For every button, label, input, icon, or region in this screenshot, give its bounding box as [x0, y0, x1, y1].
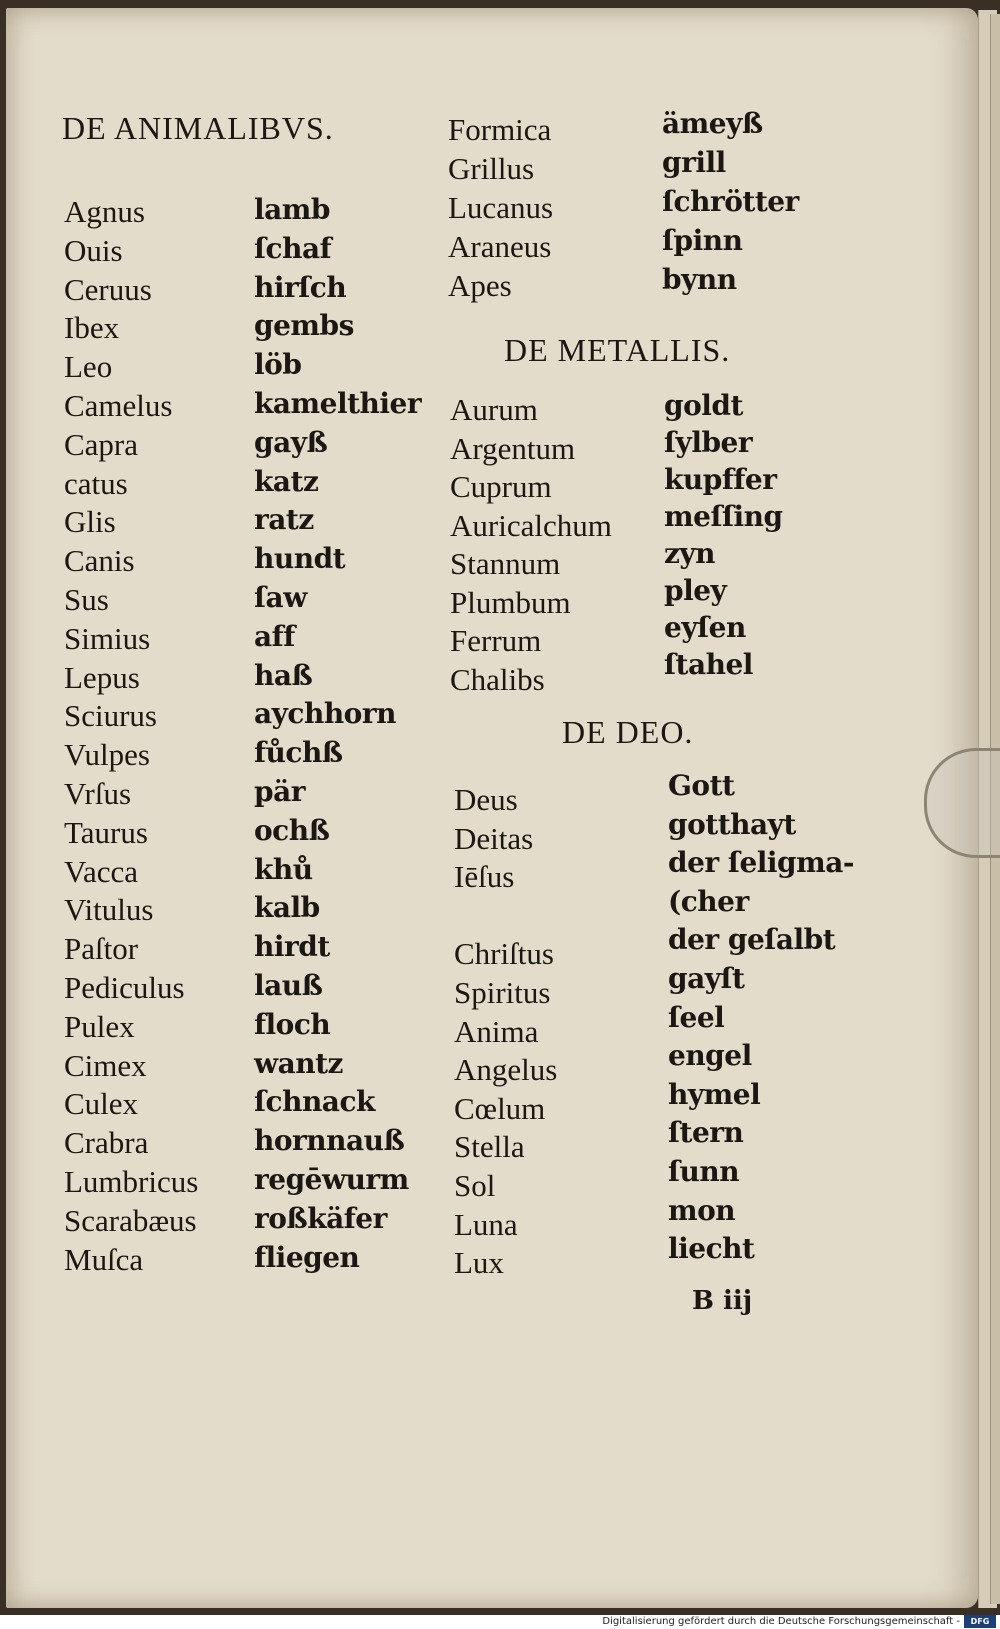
animal-latin-11: Simius: [64, 620, 151, 656]
animal-german-1: ſchaf: [254, 231, 332, 265]
animal-latin-2: Ceruus: [64, 271, 152, 307]
animal-latin-12: Lepus: [64, 659, 140, 695]
deo-german-6: ſeel: [668, 1000, 725, 1034]
animal-german-26: roßkäfer: [254, 1201, 387, 1235]
animal-german-16: ochß: [254, 813, 330, 847]
animal-german-18: kalb: [254, 891, 320, 925]
deo-german-2: der ſeligma-: [668, 846, 854, 880]
deo-latin-1: Deitas: [454, 820, 534, 856]
deo-german-4: der geſalbt: [668, 923, 836, 957]
signature-mark: B iij: [692, 1286, 753, 1316]
animal-latin-13: Sciurus: [64, 698, 157, 734]
animal-latin-6: Capra: [64, 426, 139, 462]
animal-german-21: floch: [254, 1007, 331, 1041]
metal-latin-6: Ferrum: [450, 623, 542, 658]
metal-german-4: zyn: [664, 537, 716, 570]
metal-german-0: goldt: [664, 389, 743, 422]
animal-german-0: lamb: [254, 193, 330, 226]
animal-latin-7: catus: [64, 465, 128, 501]
insect-latin-3: Araneus: [448, 229, 552, 264]
deo-latin-11: Luna: [454, 1206, 518, 1242]
deo-german-9: ſtern: [668, 1116, 744, 1150]
animal-latin-9: Canis: [64, 543, 135, 579]
insect-german-3: ſpinn: [662, 224, 743, 257]
heading-deo: DE DEO.: [562, 714, 694, 750]
animal-german-4: löb: [254, 348, 302, 382]
deo-german-7: engel: [668, 1039, 752, 1073]
dfg-logo: DFG: [964, 1615, 996, 1628]
deo-latin-0: Deus: [454, 782, 518, 817]
insect-latin-2: Lucanus: [448, 190, 554, 225]
metal-latin-2: Cuprum: [450, 469, 552, 504]
animal-german-5: kamelthier: [254, 387, 422, 420]
animal-latin-22: Cimex: [64, 1047, 147, 1083]
animal-latin-15: Vrſus: [64, 776, 132, 811]
animal-german-19: hirdt: [254, 930, 330, 964]
animal-latin-21: Pulex: [64, 1008, 135, 1044]
animal-latin-0: Agnus: [64, 194, 145, 229]
animal-german-25: regēwurm: [254, 1163, 409, 1196]
deo-german-0: Gott: [668, 769, 735, 802]
metal-german-7: ſtahel: [664, 648, 753, 681]
metal-latin-7: Chalibs: [450, 661, 545, 697]
deo-german-10: ſunn: [668, 1155, 740, 1188]
animal-german-6: gayß: [254, 425, 328, 459]
animal-latin-18: Vitulus: [64, 892, 154, 928]
deo-latin-5: Spiritus: [454, 975, 551, 1010]
deo-latin-9: Stella: [454, 1129, 525, 1165]
animal-german-12: haß: [254, 658, 313, 692]
animal-latin-5: Camelus: [64, 388, 173, 423]
deo-german-12: liecht: [668, 1232, 755, 1266]
animal-german-17: khů: [254, 852, 313, 886]
animal-latin-20: Pediculus: [64, 970, 185, 1005]
animal-latin-19: Paſtor: [64, 931, 139, 967]
animal-german-20: lauß: [254, 969, 323, 1002]
deo-german-3: (cher: [668, 884, 749, 918]
animal-latin-16: Taurus: [64, 814, 148, 850]
deo-german-8: hymel: [668, 1077, 761, 1111]
animal-german-23: ſchnack: [254, 1085, 375, 1119]
animal-german-10: ſaw: [254, 581, 307, 614]
insect-latin-0: Formica: [448, 112, 552, 147]
animal-latin-8: Glis: [64, 504, 116, 540]
metal-german-6: eyſen: [664, 611, 746, 644]
animal-german-7: katz: [254, 464, 319, 498]
animal-latin-25: Lumbricus: [64, 1164, 199, 1199]
metal-latin-1: Argentum: [450, 430, 576, 466]
animal-latin-24: Crabra: [64, 1125, 149, 1161]
insect-latin-4: Apes: [448, 268, 512, 303]
animal-german-9: hundt: [254, 542, 346, 576]
animal-german-22: wantz: [254, 1046, 343, 1080]
metal-latin-4: Stannum: [450, 546, 561, 581]
animal-german-27: fliegen: [254, 1240, 360, 1274]
deo-latin-6: Anima: [454, 1013, 539, 1049]
animal-latin-3: Ibex: [64, 310, 120, 346]
animal-latin-10: Sus: [64, 582, 109, 617]
animal-latin-17: Vacca: [64, 853, 138, 889]
animal-latin-27: Muſca: [64, 1241, 144, 1277]
metal-german-3: meſſing: [664, 500, 783, 533]
animal-latin-23: Culex: [64, 1086, 139, 1122]
animal-latin-4: Leo: [64, 349, 113, 385]
metal-latin-0: Aurum: [450, 392, 538, 427]
deo-latin-4: Chriſtus: [454, 936, 554, 972]
deo-german-5: gayſt: [668, 962, 745, 995]
footer-credit: Digitalisierung gefördert durch die Deutsche Forschungsgemeinschaft -: [602, 1616, 960, 1627]
insect-german-4: bynn: [662, 263, 737, 296]
insect-german-2: ſchrötter: [662, 185, 799, 218]
insect-latin-1: Grillus: [448, 151, 535, 186]
deo-german-1: gotthayt: [668, 807, 796, 841]
animal-german-24: hornnauß: [254, 1124, 405, 1158]
metal-latin-5: Plumbum: [450, 584, 571, 620]
footer-bar: [0, 1615, 1000, 1629]
metal-german-2: kupffer: [664, 463, 777, 496]
deo-latin-8: Cœlum: [454, 1090, 546, 1126]
metal-latin-3: Auricalchum: [450, 507, 612, 543]
animal-german-15: pär: [254, 775, 305, 808]
animal-german-11: aff: [254, 619, 295, 653]
metal-german-5: pley: [664, 574, 727, 607]
animal-latin-1: Ouis: [64, 232, 123, 268]
animal-latin-14: Vulpes: [64, 737, 150, 773]
deo-latin-2: Iēſus: [454, 859, 515, 895]
animal-german-8: ratz: [254, 503, 314, 537]
metal-german-1: ſylber: [664, 426, 753, 459]
insect-german-1: grill: [662, 146, 726, 179]
animal-german-14: fůchß: [254, 736, 343, 770]
animal-german-3: gembs: [254, 309, 354, 343]
animal-latin-26: Scarabæus: [64, 1202, 197, 1238]
deo-latin-7: Angelus: [454, 1052, 558, 1088]
deo-latin-10: Sol: [454, 1168, 496, 1203]
insect-german-0: ämeyß: [662, 107, 763, 140]
heading-animals: DE ANIMALIBVS.: [62, 110, 334, 146]
deo-latin-12: Lux: [454, 1245, 504, 1281]
animal-german-2: hirſch: [254, 270, 347, 304]
animal-german-13: aychhorn: [254, 697, 396, 731]
heading-metals: DE METALLIS.: [504, 332, 731, 368]
deo-german-11: mon: [668, 1193, 736, 1227]
